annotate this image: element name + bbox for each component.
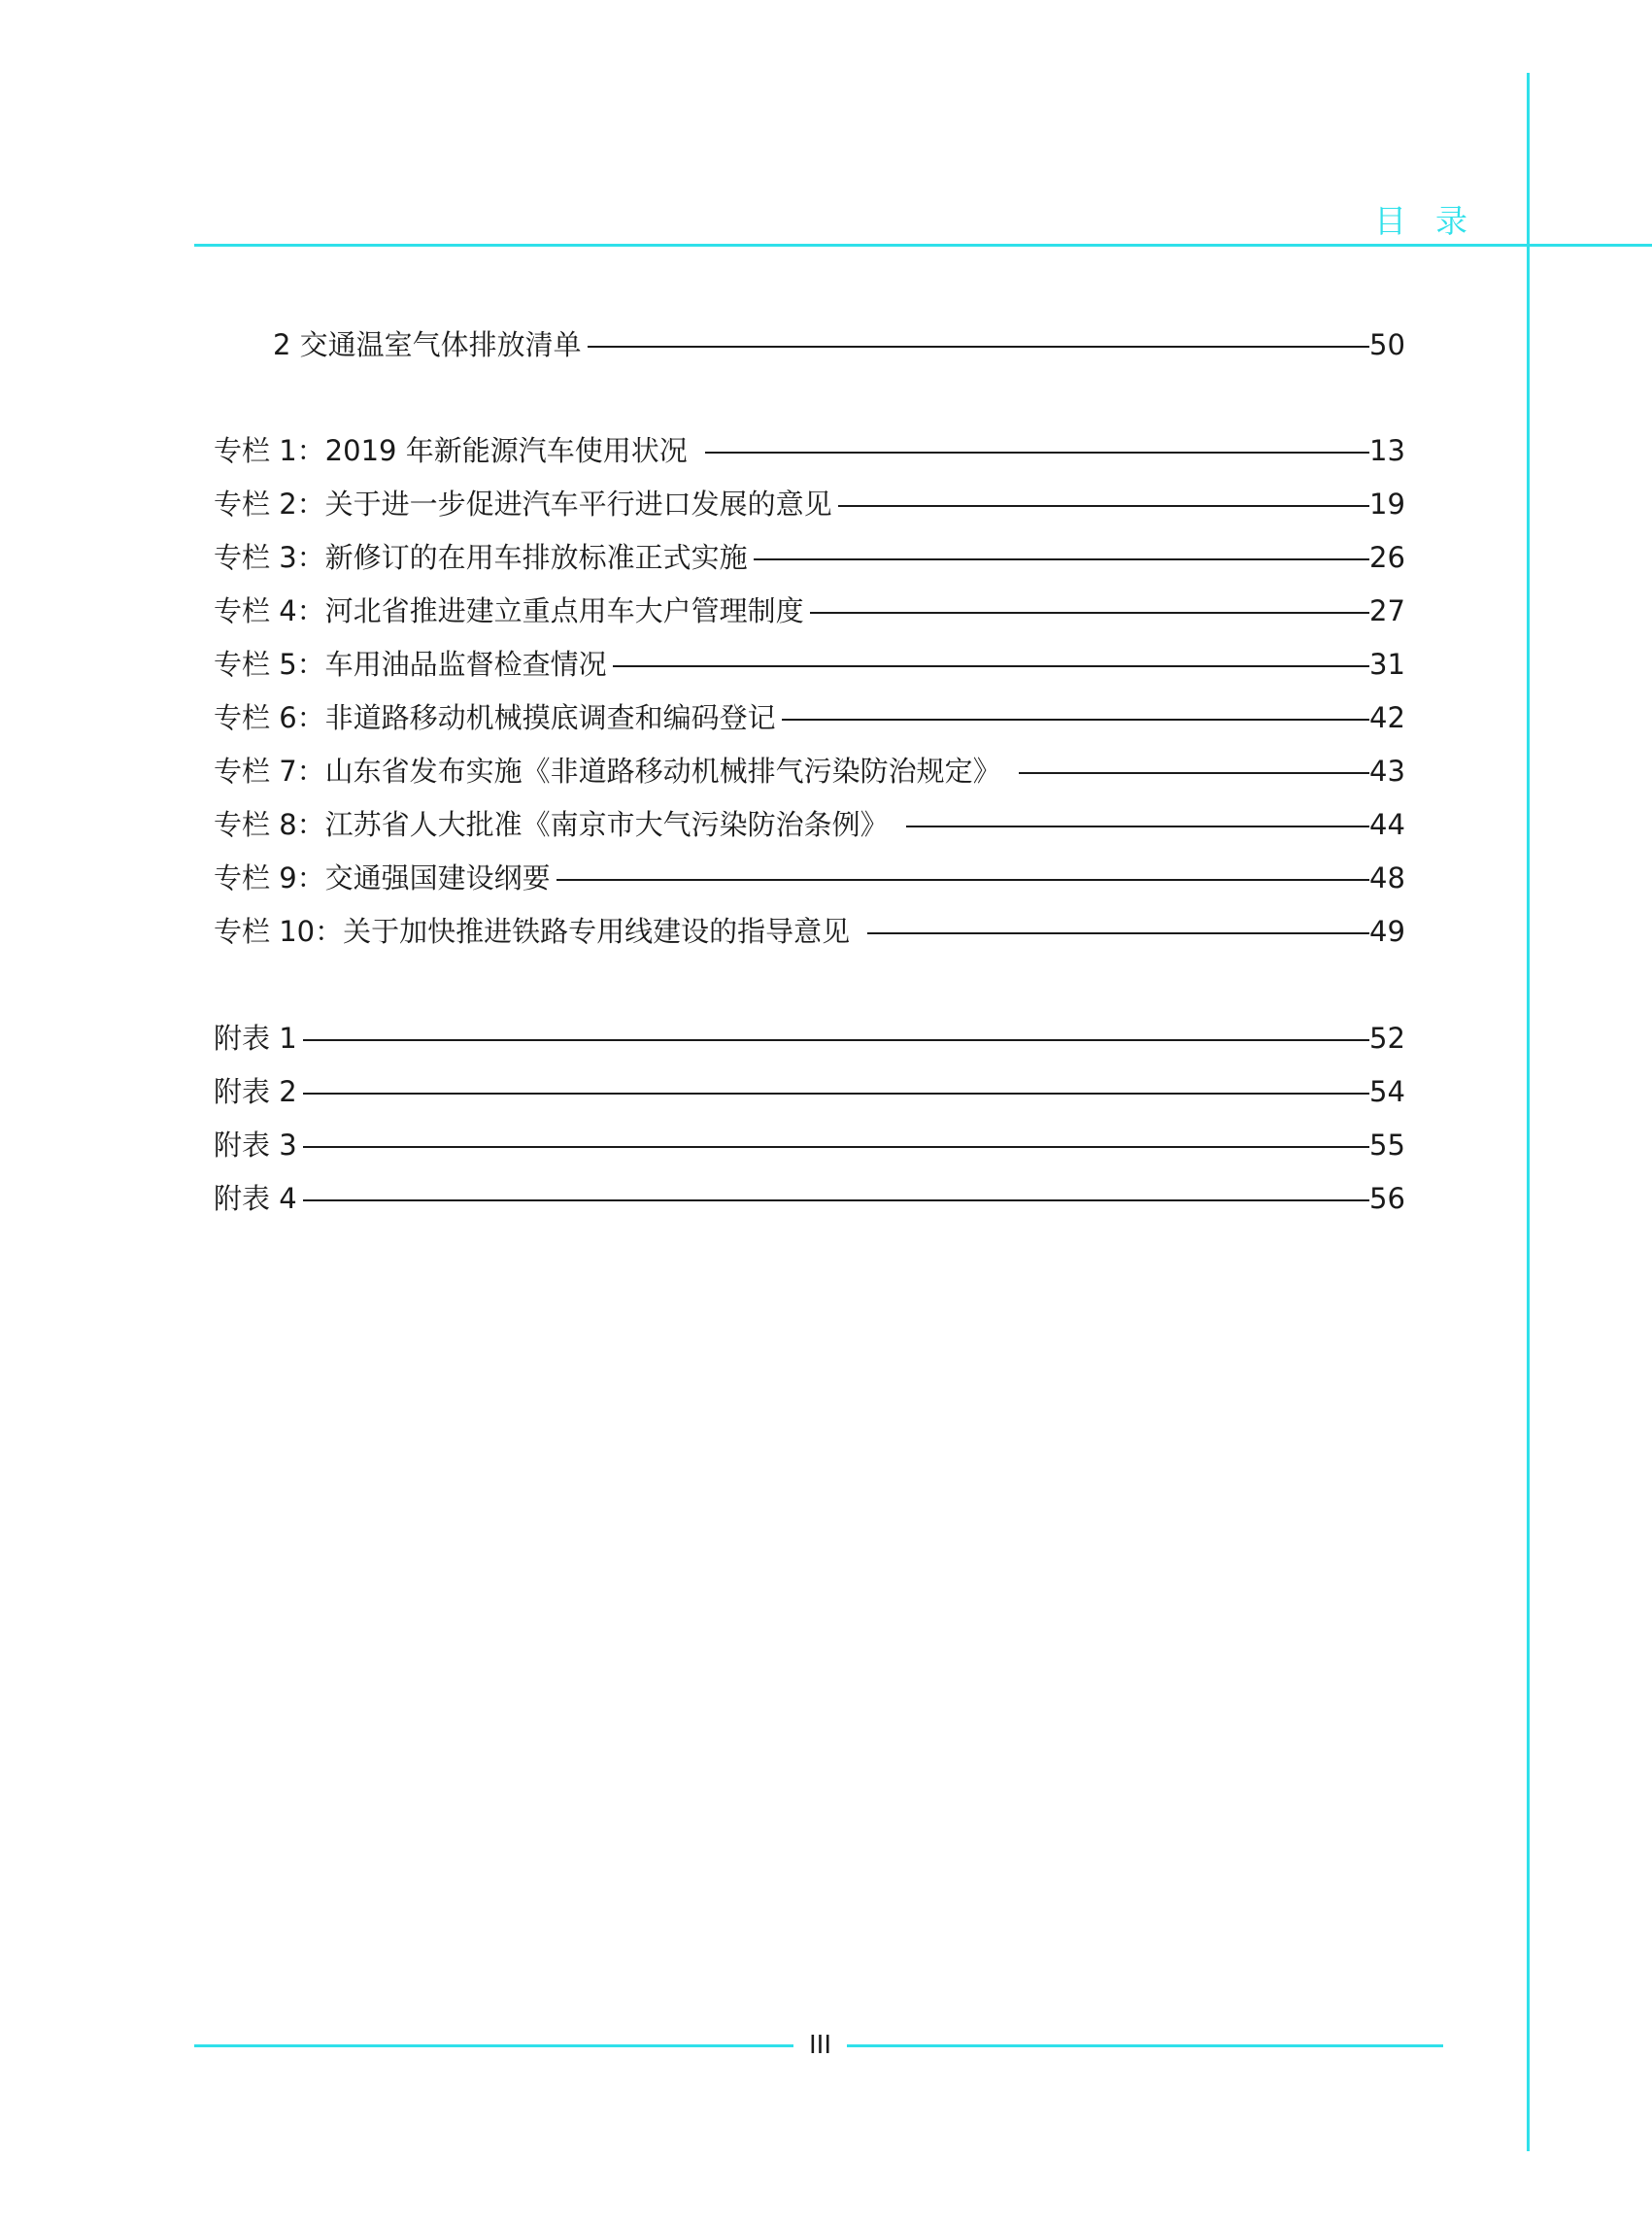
toc-entry-appendix[interactable] (214, 1179, 1404, 1218)
toc-leader-line (754, 558, 1369, 560)
toc-entry-page: 56 (1369, 1182, 1405, 1215)
toc-entry-column[interactable] (214, 538, 1404, 577)
footer-divider-right (847, 2044, 1443, 2047)
toc-entry-label: 专栏 1：2019 年新能源汽车使用状况 (214, 434, 688, 467)
toc-entry-label: 专栏 7：山东省发布实施《非道路移动机械排气污染防治规定》 (214, 755, 1001, 788)
toc-entry-page: 50 (1369, 328, 1405, 361)
toc-entry-label: 附表 4 (214, 1182, 297, 1215)
toc-leader-line (303, 1146, 1369, 1148)
toc-entry-page: 48 (1369, 861, 1405, 894)
toc-entry-page: 42 (1369, 701, 1405, 734)
toc-entry-page: 26 (1369, 541, 1405, 574)
toc-entry-appendix[interactable] (214, 1019, 1404, 1058)
toc-entry-column[interactable] (214, 431, 1404, 470)
toc-leader-line (588, 346, 1369, 348)
toc-entry-page: 55 (1369, 1129, 1405, 1162)
toc-entry-page: 54 (1369, 1075, 1405, 1108)
footer-divider-left (194, 2044, 793, 2047)
toc-entry-column[interactable] (214, 805, 1404, 844)
toc-entry-label: 附表 3 (214, 1129, 297, 1162)
toc-entry-page: 13 (1369, 434, 1405, 467)
toc-entry-page: 43 (1369, 755, 1405, 788)
toc-entry-column[interactable] (214, 698, 1404, 737)
toc-leader-line (838, 505, 1369, 507)
toc-entry-column[interactable] (214, 912, 1404, 951)
toc-entry-page: 49 (1369, 915, 1405, 948)
toc-leader-line (867, 932, 1369, 934)
toc-entry-section[interactable] (273, 325, 1404, 364)
toc-leader-line (556, 879, 1369, 881)
toc-entry-label: 专栏 4：河北省推进建立重点用车大户管理制度 (214, 594, 804, 627)
toc-leader-line (1019, 772, 1369, 774)
page-title: 目录 (1374, 202, 1497, 240)
toc-entry-page: 52 (1369, 1022, 1405, 1055)
toc-entry-column[interactable] (214, 752, 1404, 791)
toc-entry-column[interactable] (214, 859, 1404, 897)
toc-entry-page: 31 (1369, 648, 1405, 681)
toc-entry-page: 27 (1369, 594, 1405, 627)
toc-entry-column[interactable] (214, 591, 1404, 630)
toc-entry-label: 专栏 2：关于进一步促进汽车平行进口发展的意见 (214, 488, 832, 521)
toc-entry-appendix[interactable] (214, 1126, 1404, 1164)
toc-entry-column[interactable] (214, 645, 1404, 684)
toc-entry-label: 附表 1 (214, 1022, 297, 1055)
toc-entry-label: 专栏 6：非道路移动机械摸底调查和编码登记 (214, 701, 776, 734)
toc-entry-page: 44 (1369, 808, 1405, 841)
toc-entry-label: 2 交通温室气体排放清单 (273, 328, 582, 361)
toc-entry-label: 附表 2 (214, 1075, 297, 1108)
toc-entry-page: 19 (1369, 488, 1405, 521)
toc-leader-line (303, 1039, 1369, 1041)
toc-leader-line (613, 665, 1369, 667)
side-margin-line (1527, 73, 1530, 2151)
toc-entry-label: 专栏 3：新修订的在用车排放标准正式实施 (214, 541, 748, 574)
toc-entry-column[interactable] (214, 485, 1404, 523)
toc-leader-line (782, 719, 1369, 721)
toc-leader-line (906, 826, 1369, 827)
toc-entry-label: 专栏 9：交通强国建设纲要 (214, 861, 551, 894)
toc-leader-line (705, 452, 1369, 454)
toc-leader-line (303, 1093, 1369, 1095)
toc-entry-label: 专栏 5：车用油品监督检查情况 (214, 648, 607, 681)
toc-entry-label: 专栏 10：关于加快推进铁路专用线建设的指导意见 (214, 915, 851, 948)
page-number: III (808, 2031, 831, 2060)
toc-entry-appendix[interactable] (214, 1072, 1404, 1111)
toc-leader-line (810, 612, 1369, 614)
header-divider (194, 244, 1652, 247)
toc-entry-label: 专栏 8：江苏省人大批准《南京市大气污染防治条例》 (214, 808, 889, 841)
toc-leader-line (303, 1199, 1369, 1201)
